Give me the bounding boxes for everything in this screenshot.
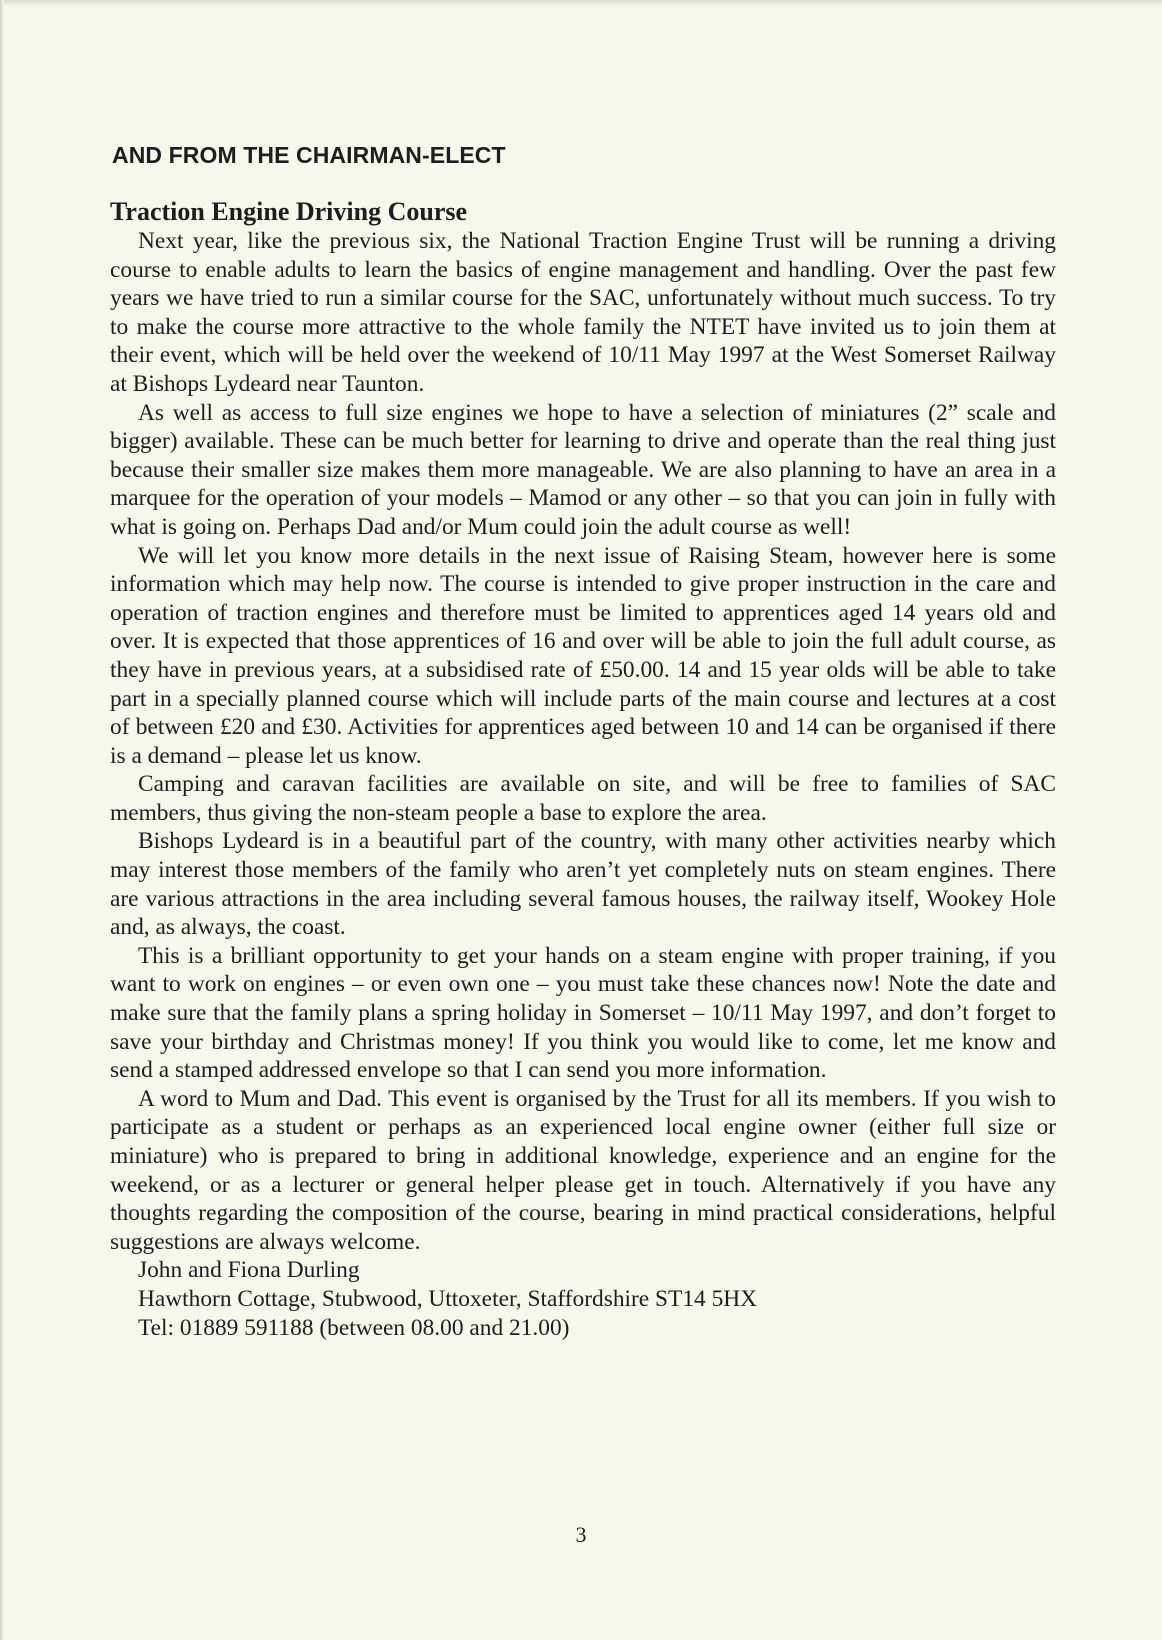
page-left-edge	[0, 0, 4, 1640]
page-content	[110, 142, 1056, 1342]
signature-telephone: Tel: 01889 591188 (between 08.00 and 21.00)	[138, 1314, 570, 1341]
signature-names: John and Fiona Durling	[138, 1257, 360, 1284]
page-number: 3	[575, 1522, 587, 1547]
signature-block	[110, 1256, 1056, 1342]
paragraph-parents: A word to Mum and Dad. This event is organised by the Trust for all its members. If you wish to participate as a student or perhaps as an experienced local engine owner (either full size or miniature) who is prepared to bring in additional knowledge, experience and an engine for the weekend, or as a lecturer or general helper please get in touch. Alternatively if you have any thoughts regarding the composition of the course, bearing in mind practical considerations, helpful suggestions are always welcome.	[110, 1085, 1056, 1255]
section-heading: AND FROM THE CHAIRMAN-ELECT	[112, 142, 506, 168]
page-top-edge	[0, 0, 1162, 6]
paragraph-course-details: We will let you know more details in the next issue of Raising Steam, however here is some information which may help now. The course is intended to give proper instruction in the care and operation of traction engines and therefore must be limited to apprentices aged 14 years old and over. It is expected that those apprentices of 16 and over will be able to join the full adult course, as they have in previous years, at a subsidised rate of £50.00. 14 and 15 year olds will be able to take part in a specially planned course which will include parts of the main course and lectures at a cost of between £20 and £30. Activities for apprentices aged between 10 and 14 can be organised if there is a demand – please let us know.	[110, 542, 1056, 769]
signature-address: Hawthorn Cottage, Stubwood, Uttoxeter, Staffordshire ST14 5HX	[138, 1285, 758, 1312]
paragraph-intro: Next year, like the previous six, the National Traction Engine Trust will be running a driving course to enable adults to learn the basics of engine management and handling. Over the past few years we have tried to run a similar course for the SAC, unfortunately without much success. To try to make the course more attractive to the whole family the NTET have invited us to join them at their event, which will be held over the weekend of 10/11 May 1997 at the West Somerset Railway at Bishops Lydeard near Taunton.	[110, 228, 1056, 397]
paragraph-camping: Camping and caravan facilities are available on site, and will be free to families of SAC members, thus giving the non-steam people a base to explore the area.	[110, 771, 1056, 826]
paragraph-bishops-lydeard: Bishops Lydeard is in a beautiful part of the country, with many other activities nearby which may interest those members of the family who aren’t yet completely nuts on steam engines. There are various attractions in the area including several famous houses, the railway itself, Wookey Hole and, as always, the coast.	[110, 828, 1056, 941]
article	[110, 197, 1056, 1256]
paragraph-miniatures: As well as access to full size engines we hope to have a selection of miniatures (2” scale and bigger) available. These can be much better for learning to drive and operate than the real thing just because their smaller size makes them more manageable. We are also planning to have an area in a marquee for the operation of your models – Mamod or any other – so that you can join in fully with what is going on. Perhaps Dad and/or Mum could join the adult course as well!	[110, 399, 1056, 540]
paragraph-opportunity: This is a brilliant opportunity to get your hands on a steam engine with proper training, if you want to work on engines – or even own one – you must take these chances now! Note the date and make sure that the family plans a spring holiday in Somerset – 10/11 May 1997, and don’t forget to save your birthday and Christmas money! If you think you would like to come, let me know and send a stamped addressed envelope so that I can send you more information.	[110, 942, 1056, 1084]
article-title: Traction Engine Driving Course	[110, 197, 468, 226]
